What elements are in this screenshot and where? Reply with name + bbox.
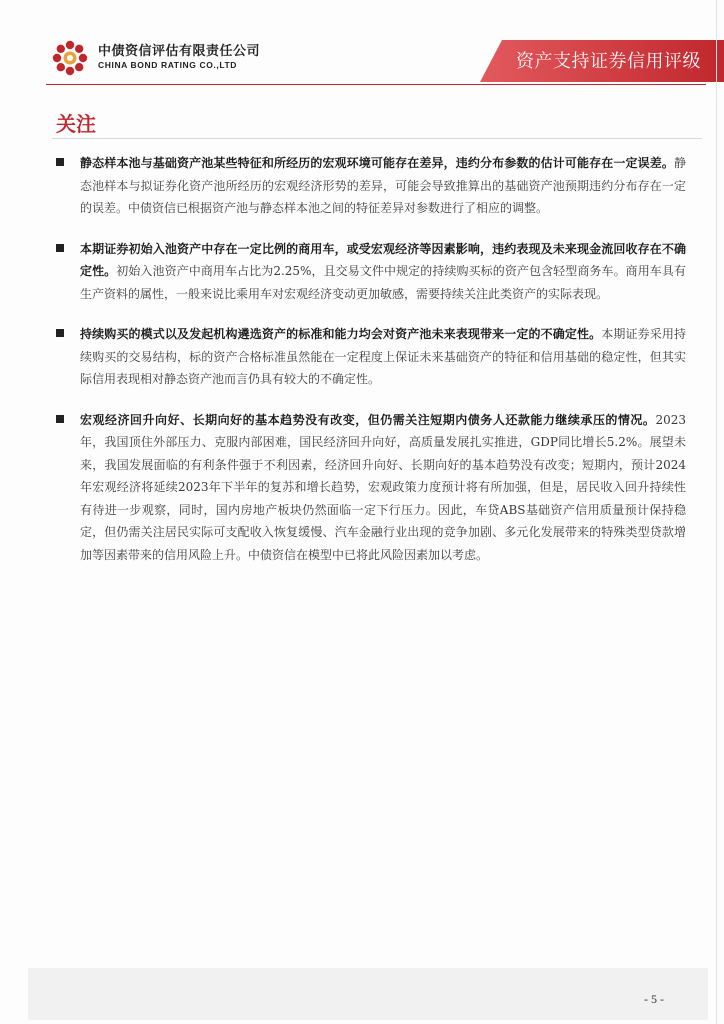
company-name-chinese: 中债资信评估有限责任公司 — [98, 44, 261, 59]
page-header — [0, 0, 724, 88]
concern-item — [56, 409, 686, 567]
page-edge — [716, 0, 717, 1024]
concern-list — [56, 152, 686, 584]
square-bullet-icon — [56, 158, 64, 166]
concern-text: 本期证券采用持续购买的交易结构，标的资产合格标准虽然能在一定程度上保证未来基础资产的特征和信用基础的稳定性，但其实际信用表现相对静态资产池而言仍具有较大的不确定性。 — [80, 327, 686, 386]
concern-text: 初始入池资产中商用车占比为2.25%，且交易文件中规定的持续购买标的资产包含轻型商务车。商用车具有生产资料的属性，一般来说比乘用车对宏观经济变动更加敏感，需要持续关注此类资产的实际表现。 — [80, 264, 686, 301]
concern-lead: 静态样本池与基础资产池某些特征和所经历的宏观环境可能存在差异，违约分布参数的估计可能存在一定误差。 — [80, 156, 674, 170]
china-bond-rating-logo-icon — [50, 38, 90, 78]
square-bullet-icon — [56, 244, 64, 252]
section-title: 关注 — [56, 112, 96, 136]
report-category-label: 资产支持证券信用评级 — [516, 51, 701, 72]
header-divider — [46, 84, 706, 85]
concern-lead: 本期证券初始入池资产中存在一定比例的商用车，或受宏观经济等因素影响，违约表现及未来现金流回收存在不确定性。 — [80, 241, 686, 278]
footer-bar — [28, 968, 708, 1020]
square-bullet-icon — [56, 415, 64, 423]
concern-item — [56, 152, 686, 220]
title-divider — [52, 138, 702, 139]
concern-item — [56, 238, 686, 306]
company-name-english: CHINA BOND RATING CO.,LTD — [98, 60, 238, 70]
concern-item — [56, 323, 686, 391]
concern-text: 静态池样本与拟证券化资产池所经历的宏观经济形势的差异，可能会导致推算出的基础资产池预期违约分布存在一定的误差。中债资信已根据资产池与静态样本池之间的特征差异对参数进行了相应的调整。 — [80, 156, 686, 215]
concern-text: 2023年，我国顶住外部压力、克服内部困难，国民经济回升向好，高质量发展扎实推进，GDP同比增长5.2%。展望未来，我国发展面临的有利条件强于不利因素，经济回升向好、长期向好的基本趋势没有改变；短期内，预计2024年宏观经济将延续2023年下半年的复苏和增长趋势，宏观政策力度预计将有所加强，但是，居民收入回升持续性有待进一步观察，同时，国内房地产板块仍然面临一定下行压力。因此，车贷ABS基础资产信用质量预计保持稳定，但仍需关注居民实际可支配收入恢复缓慢、汽车金融行业出现的竞争加剧、多元化发展带来的特殊类型贷款增加等因素带来的信用风险上升。中债资信在模型中已将此风险因素加以考虑。 — [80, 412, 686, 562]
company-name-block — [98, 44, 260, 71]
concern-lead: 宏观经济回升向好、长期向好的基本趋势没有改变，但仍需关注短期内债务人还款能力继续承压的情况。 — [80, 412, 656, 427]
concern-lead: 持续购买的模式以及发起机构遴选资产的标准和能力均会对资产池未来表现带来一定的不确定性。 — [80, 327, 602, 341]
square-bullet-icon — [56, 329, 64, 337]
page-number: - 5 - — [644, 992, 664, 1006]
